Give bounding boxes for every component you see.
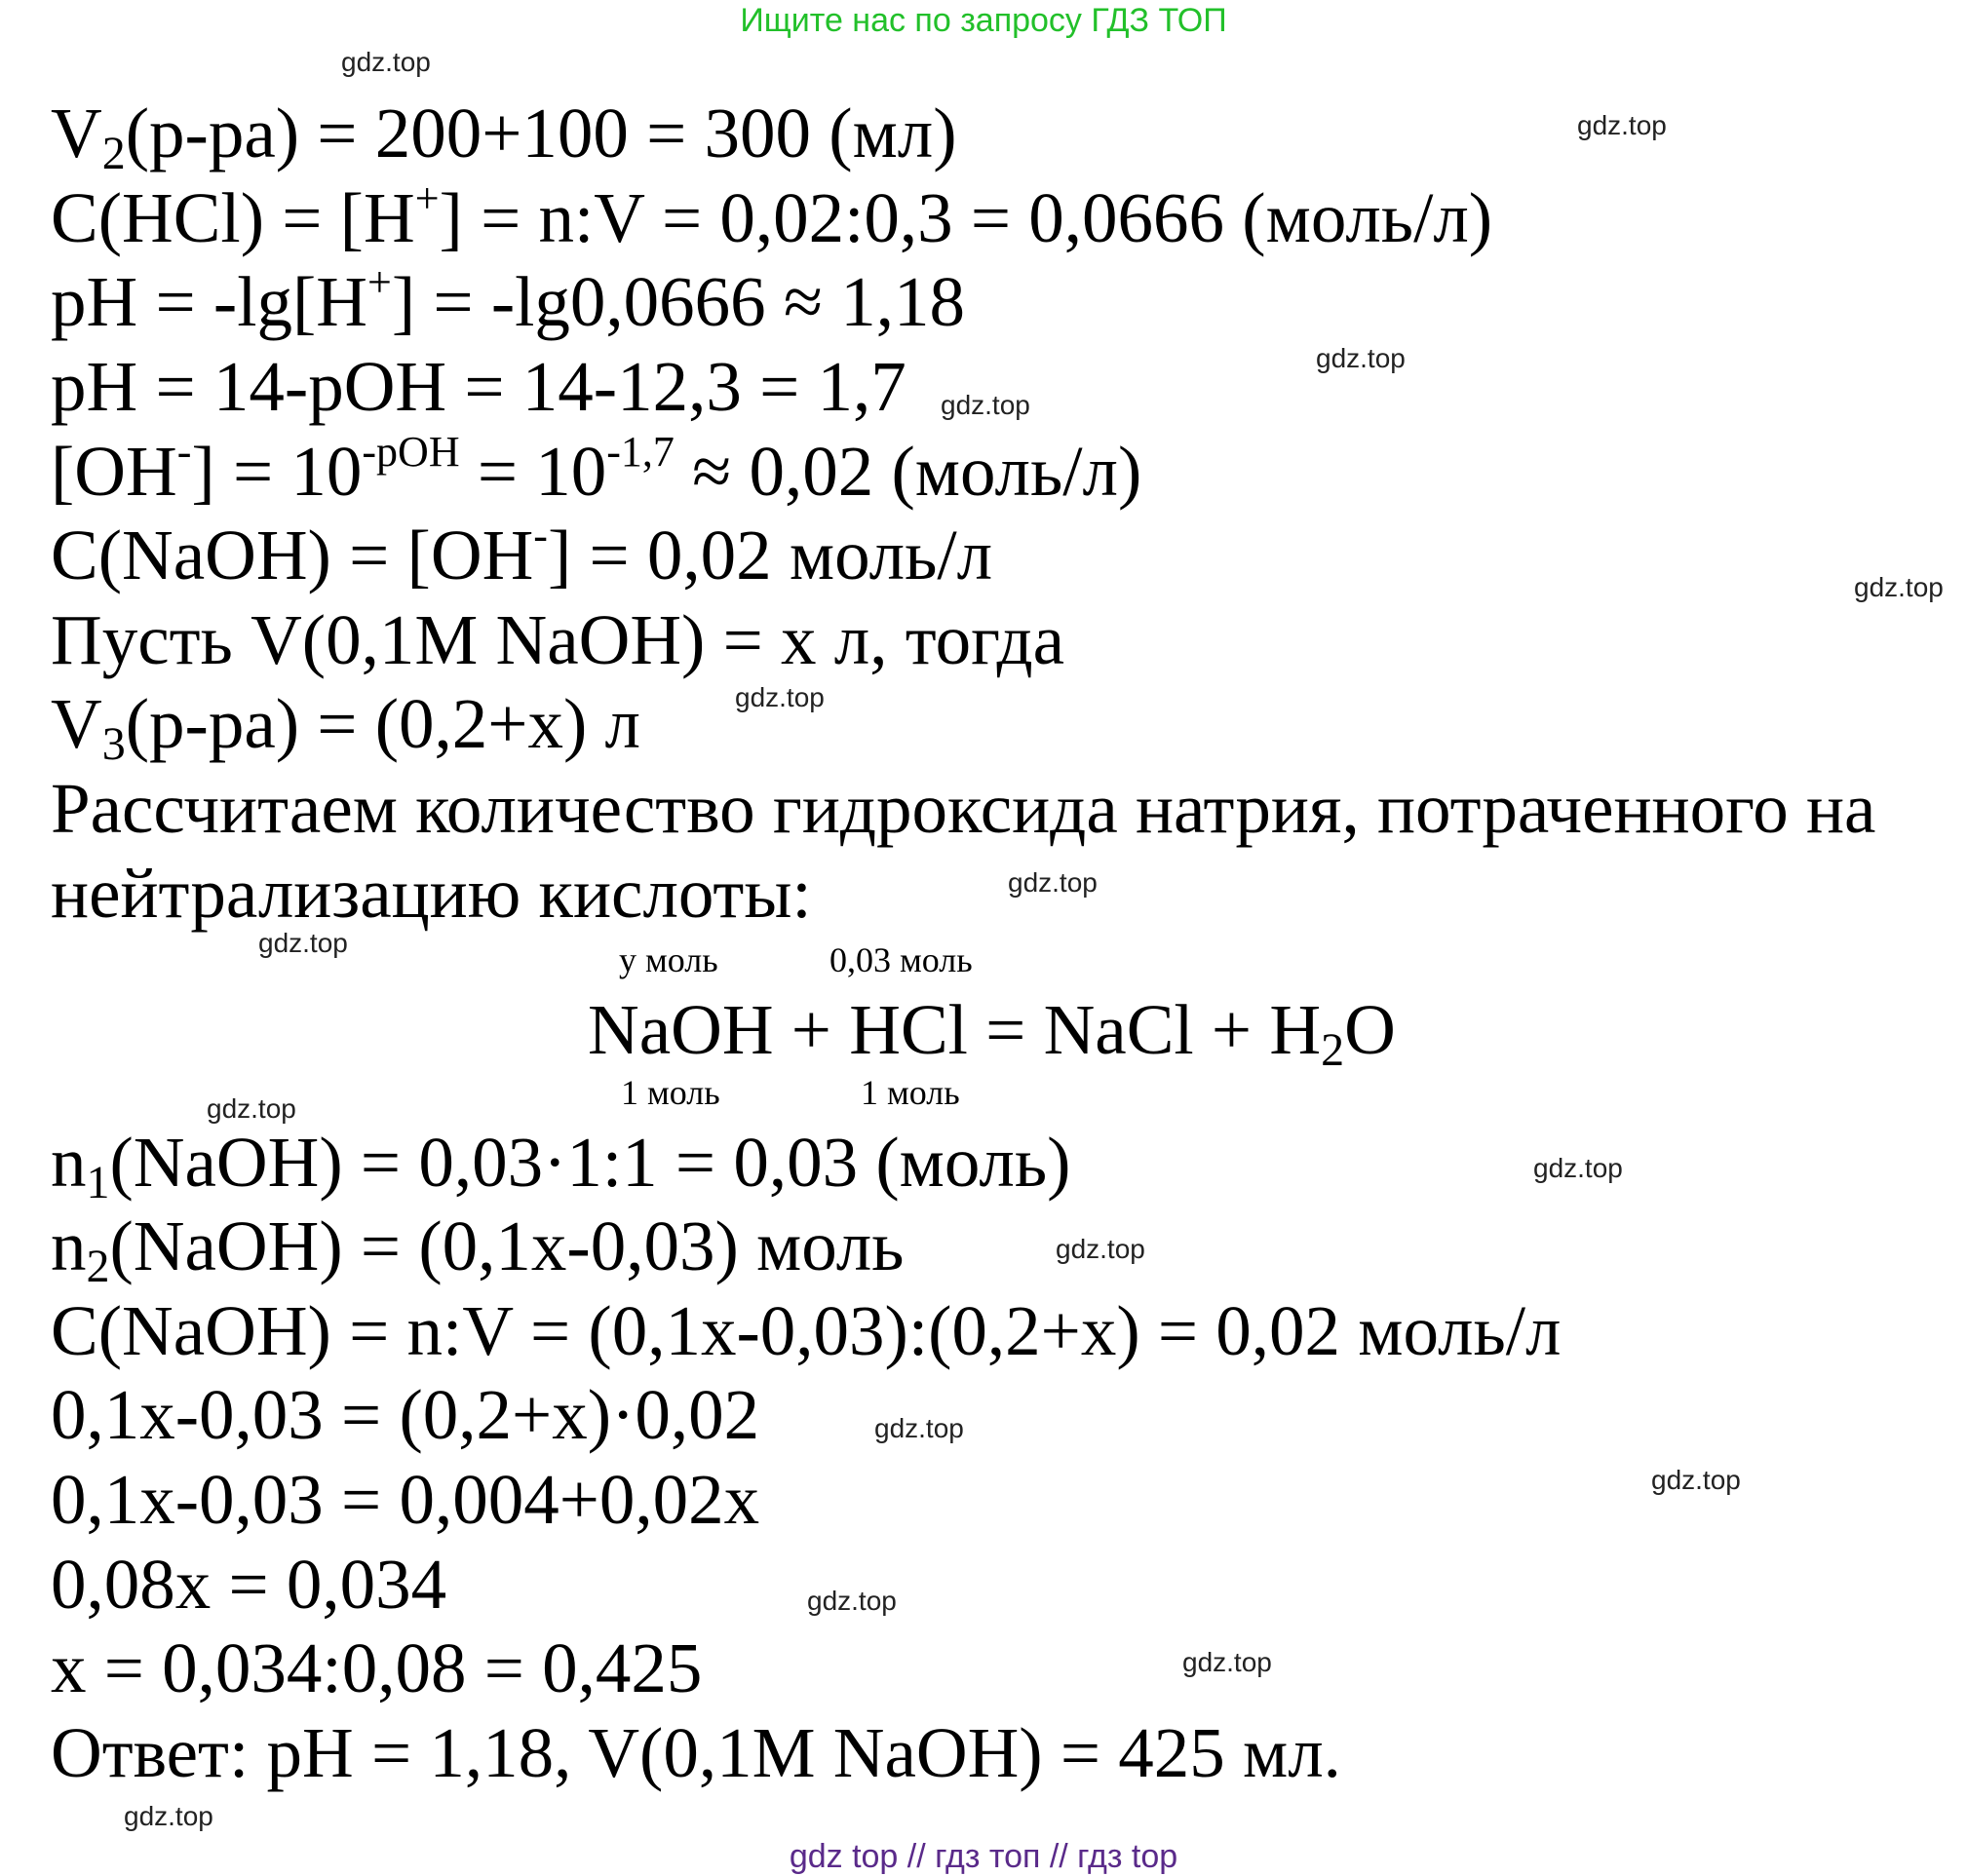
watermark: gdz.top: [1854, 572, 1944, 602]
solution-line-naoh-concentration: C(NaOH) = [OH-] = 0,02 моль/л: [51, 512, 993, 594]
solution-line-text-2: нейтрализацию кислоты:: [51, 854, 812, 933]
solution-line-step-1: 0,1x-0,03 = (0,2+x)·0,02: [51, 1375, 760, 1454]
solution-line-hcl-concentration: C(HCl) = [H+] = n:V = 0,02:0,3 = 0,0666 (моль/л): [51, 174, 1493, 257]
solution-answer: Ответ: pH = 1,18, V(0,1M NaOH) = 425 мл.: [51, 1713, 1341, 1792]
watermark: gdz.top: [207, 1093, 296, 1124]
watermark: gdz.top: [1056, 1234, 1145, 1264]
reaction-label-top-right: 0,03 моль: [829, 940, 973, 979]
watermark: gdz.top: [807, 1586, 897, 1616]
watermark: gdz.top: [874, 1413, 964, 1443]
solution-line-step-2: 0,1x-0,03 = 0,004+0,02x: [51, 1460, 760, 1539]
solution-line-equation: C(NaOH) = n:V = (0,1x-0,03):(0,2+x) = 0,02 моль/л: [51, 1291, 1562, 1370]
watermark: gdz.top: [1533, 1153, 1623, 1183]
solution-line-ph-acid: pH = -lg[H+] = -lg0,0666 ≈ 1,18: [51, 258, 965, 341]
reaction-label-bottom-right: 1 моль: [861, 1073, 960, 1112]
watermark: gdz.top: [341, 47, 431, 77]
watermark: gdz.top: [735, 682, 825, 712]
solution-line-ph-poh: pH = 14-pOH = 14-12,3 = 1,7: [51, 347, 906, 426]
watermark: gdz.top: [258, 928, 348, 958]
solution-line-text-1: Рассчитаем количество гидроксида натрия, потраченного на: [51, 769, 1876, 848]
footer-links: gdz top // гдз топ // гдз top: [789, 1838, 1178, 1875]
watermark: gdz.top: [1182, 1647, 1272, 1677]
solution-line-step-3: 0,08x = 0,034: [51, 1545, 447, 1624]
reaction-label-bottom-left: 1 моль: [621, 1073, 720, 1112]
watermark: gdz.top: [1316, 343, 1406, 373]
solution-line-let-x: Пусть V(0,1M NaOH) = x л, тогда: [51, 600, 1065, 679]
solution-line-n2: $n_2(NaOH) = (0,1x-0,03)$ моль: [51, 1206, 905, 1292]
solution-line-volume-3: $V_3(р-ра) = (0,2+x)$ л: [51, 684, 640, 770]
solution-line-step-4: x = 0,034:0,08 = 0,425: [51, 1628, 703, 1707]
solution-line-n1: $n_1(NaOH)$ = 0,03·1:1 = 0,03 (моль): [51, 1123, 1071, 1208]
search-banner: Ищите нас по запросу ГДЗ ТОП: [740, 2, 1227, 39]
watermark: gdz.top: [1651, 1465, 1741, 1495]
solution-line-oh-concentration: $[OH^-] = 10^{-pOH} = 10^{-1,7} \approx 0,02$ (моль/л): [51, 428, 1142, 511]
watermark: gdz.top: [941, 390, 1030, 420]
reaction-label-top-left: y моль: [619, 940, 718, 979]
watermark: gdz.top: [124, 1801, 213, 1831]
reaction-formula: NaOH + HCl = NaCl + $H_2O$: [588, 990, 1396, 1076]
solution-line-volume-2: $V_2(р-ра) = 200+100 = 300$ (мл): [51, 94, 957, 179]
watermark: gdz.top: [1008, 867, 1098, 898]
watermark: gdz.top: [1577, 110, 1667, 140]
